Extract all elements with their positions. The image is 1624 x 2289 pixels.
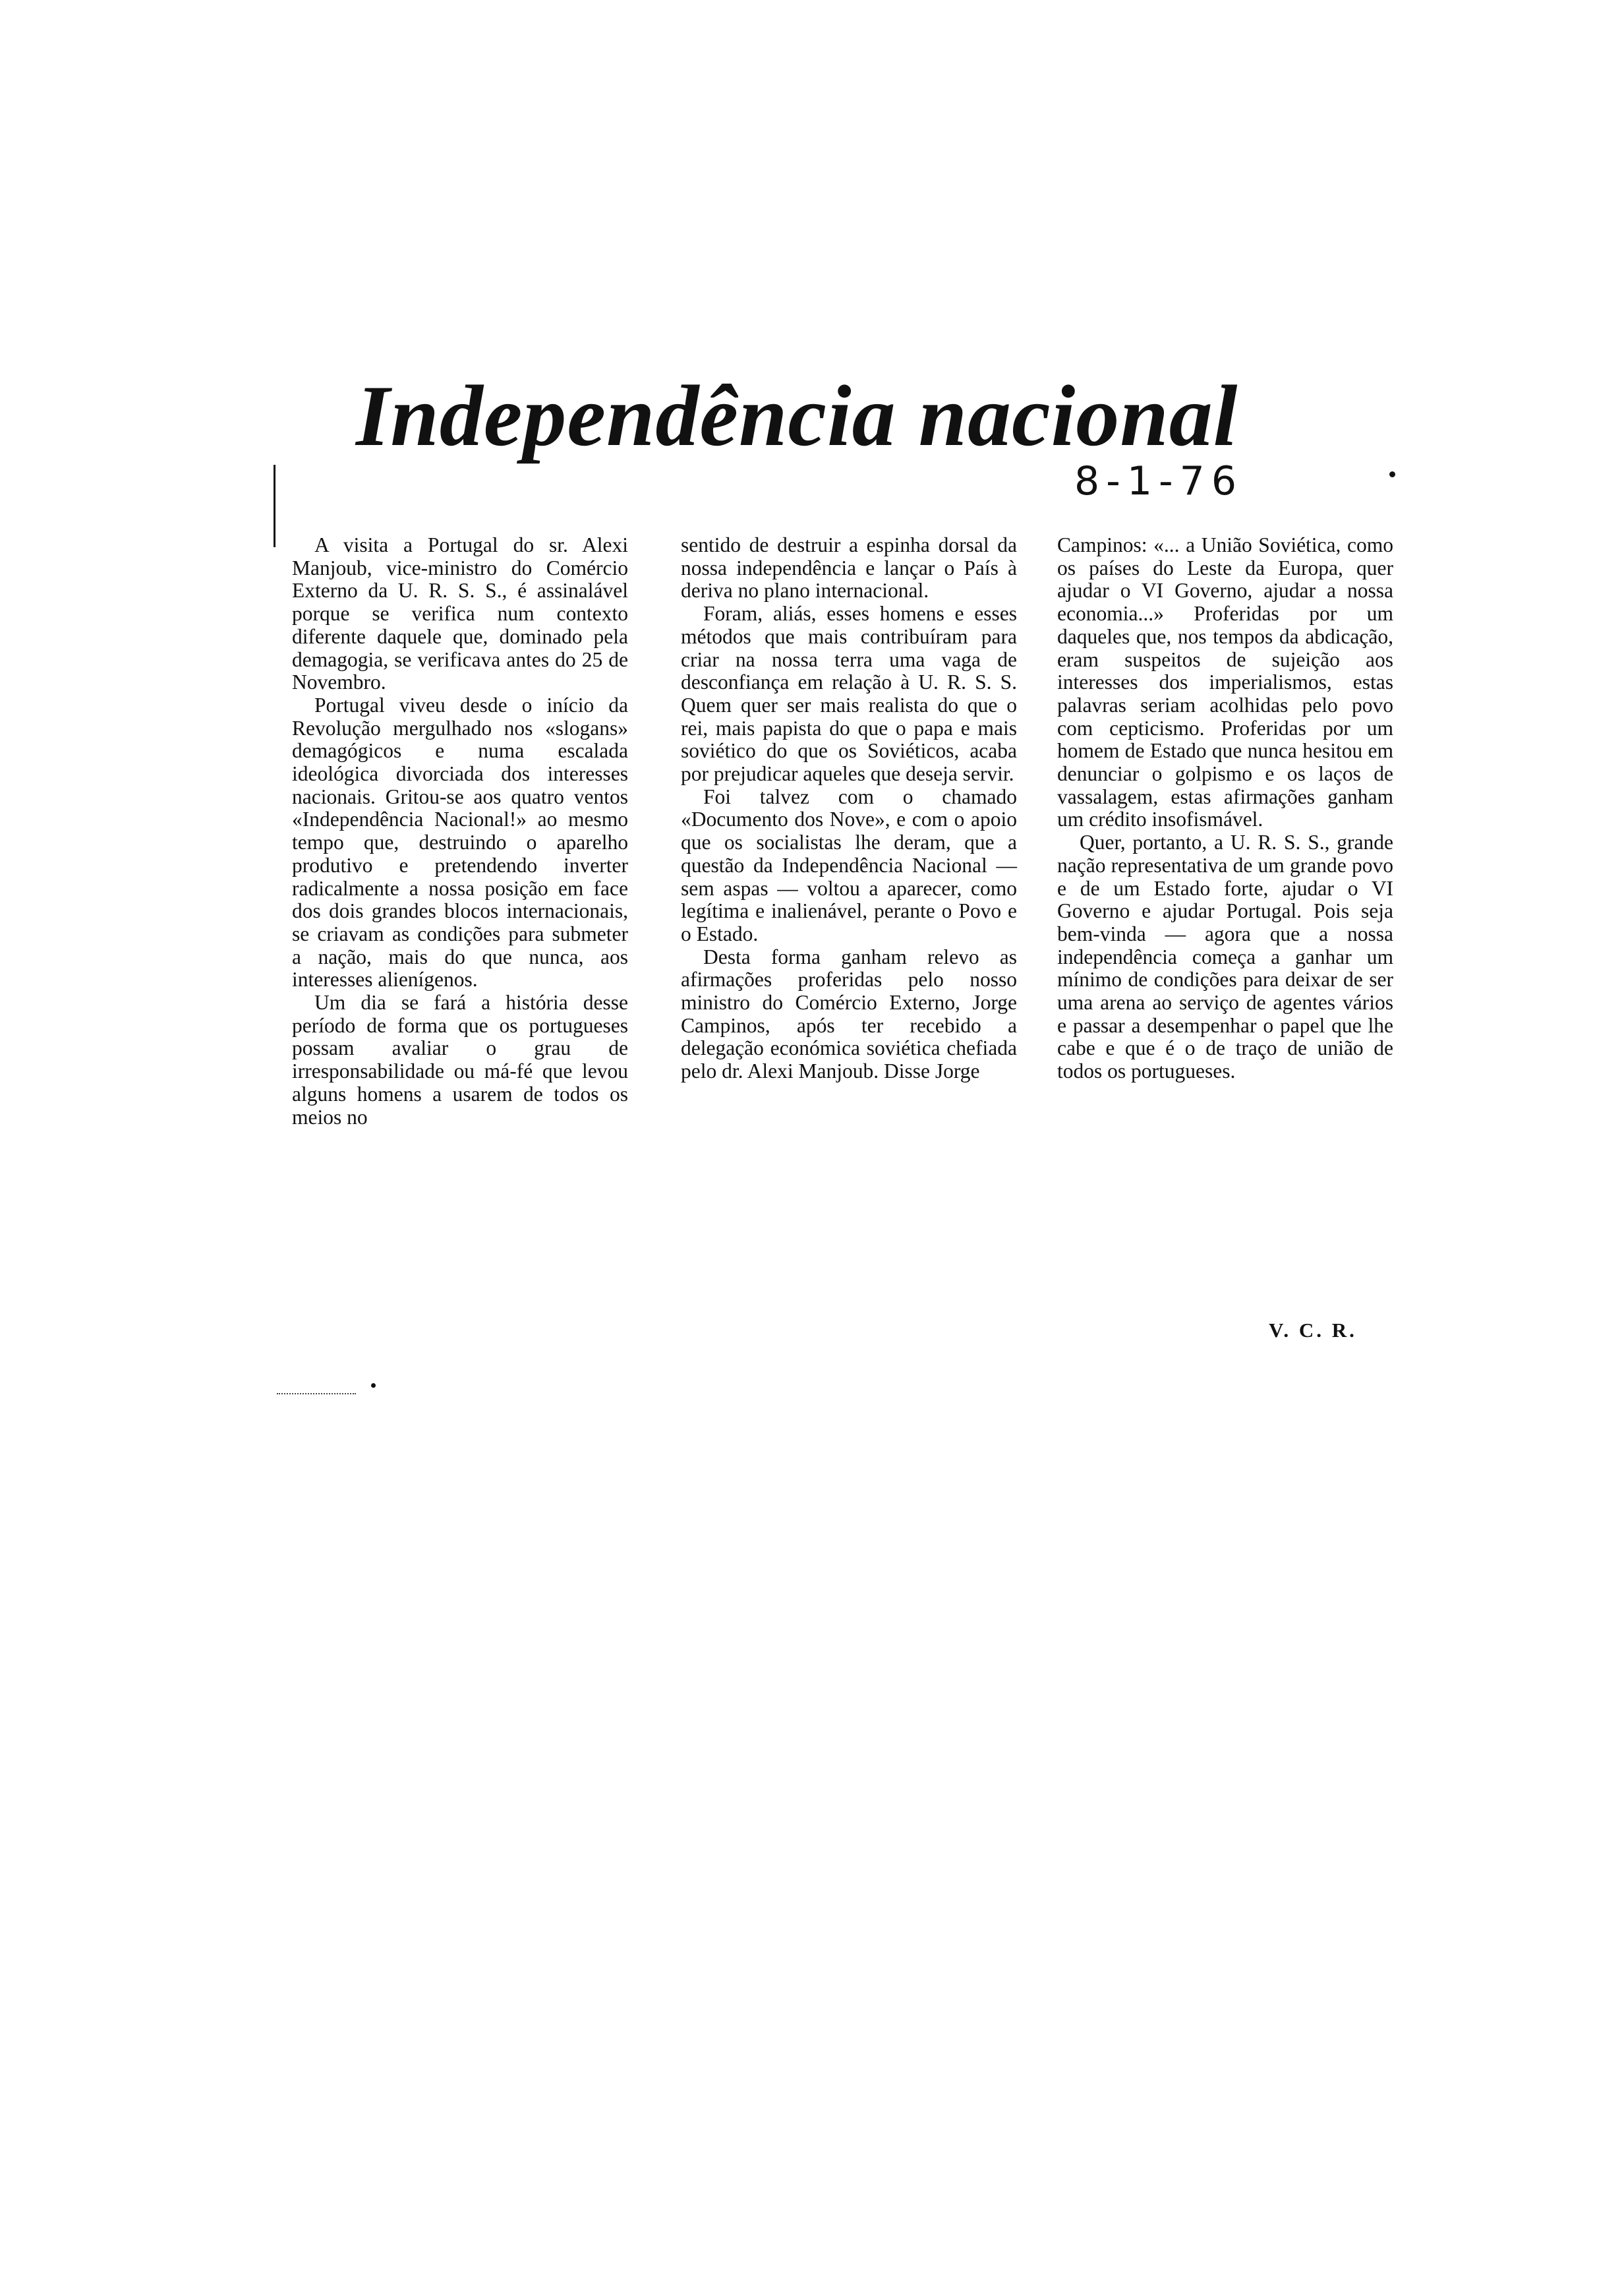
article-paragraph: Foi talvez com o chamado «Documento dos Nove», e com o apoio que os socialistas lhe deram, que a questão da Independência Nacional — sem aspas — voltou a aparecer, como legítima e inalienável, perante o Povo e o Estado.	[681, 785, 1017, 945]
dotted-rule	[277, 1393, 356, 1394]
article-column-3	[1057, 534, 1393, 1083]
ink-dot	[371, 1383, 376, 1388]
article-paragraph: Quer, portanto, a U. R. S. S., grande nação representativa de um grande povo e de um Estado forte, ajudar o VI Governo e ajudar Portugal. Pois seja bem-vinda — agora que a nossa independência começa a ganhar um mínimo de condições para deixar de ser uma arena ao serviço de agentes vários e passar a desempenhar o papel que lhe cabe e que é o de traço de união de todos os portugueses.	[1057, 831, 1393, 1083]
margin-rule	[274, 465, 276, 547]
article-column-2	[681, 534, 1017, 1083]
article-paragraph: Desta forma ganham relevo as afirmações proferidas pelo nosso ministro do Comércio Externo, Jorge Campinos, após ter recebido a delegação económica soviética chefiada pelo dr. Alexi Manjoub. Disse Jorge	[681, 945, 1017, 1083]
article-paragraph: Foram, aliás, esses homens e esses métodos que mais contribuíram para criar na nossa terra uma vaga de desconfiança em relação à U. R. S. S. Quem quer ser mais realista do que o rei, mais papista do que o papa e mais soviético do que os Soviéticos, acaba por prejudicar aqueles que deseja servir.	[681, 602, 1017, 786]
article-paragraph: Portugal viveu desde o início da Revolução mergulhado nos «slogans» demagógicos e numa escalada ideológica divorciada dos interesses nacionais. Gritou-se aos quatro ventos «Independência Nacional!» ao mesmo tempo que, destruindo o aparelho produtivo e pretendendo inverter radicalmente a nossa posição em face dos dois grandes blocos internacionais, se criavam as condições para submeter a nação, mais do que nunca, aos interesses alienígenos.	[292, 693, 628, 992]
handwritten-date: 8-1-76	[1074, 458, 1243, 504]
article-paragraph: Um dia se fará a história desse período de forma que os portugueses possam avaliar o grau de irresponsabilidade ou má-fé que levou alguns homens a usarem de todos os meios no	[292, 991, 628, 1129]
article-paragraph: Campinos: «... a União Soviética, como os países do Leste da Europa, quer ajudar o VI Governo, ajudar a nossa economia...» Proferidas por um daqueles que, nos tempos da abdicação, eram suspeitos de sujeição aos interesses dos imperialismos, estas palavras seriam acolhidas pelo povo com cepticismo. Proferidas por um homem de Estado que nunca hesitou em denunciar o golpismo e os laços de vassalagem, estas afirmações ganham um crédito insofismável.	[1057, 533, 1393, 831]
article-paragraph: A visita a Portugal do sr. Alexi Manjoub, vice-ministro do Comércio Externo da U. R. S. S., é assinalável porque se verifica num contexto diferente daquele que, dominado pela demagogia, se verificava antes do 25 de Novembro.	[292, 533, 628, 694]
ink-dot	[1389, 471, 1395, 477]
author-signature: V. C. R.	[1269, 1319, 1357, 1342]
article-paragraph: sentido de destruir a espinha dorsal da nossa independência e lançar o País à deriva no plano internacional.	[681, 533, 1017, 603]
article-column-1	[292, 534, 628, 1129]
article-headline: Independência nacional	[356, 367, 1238, 464]
